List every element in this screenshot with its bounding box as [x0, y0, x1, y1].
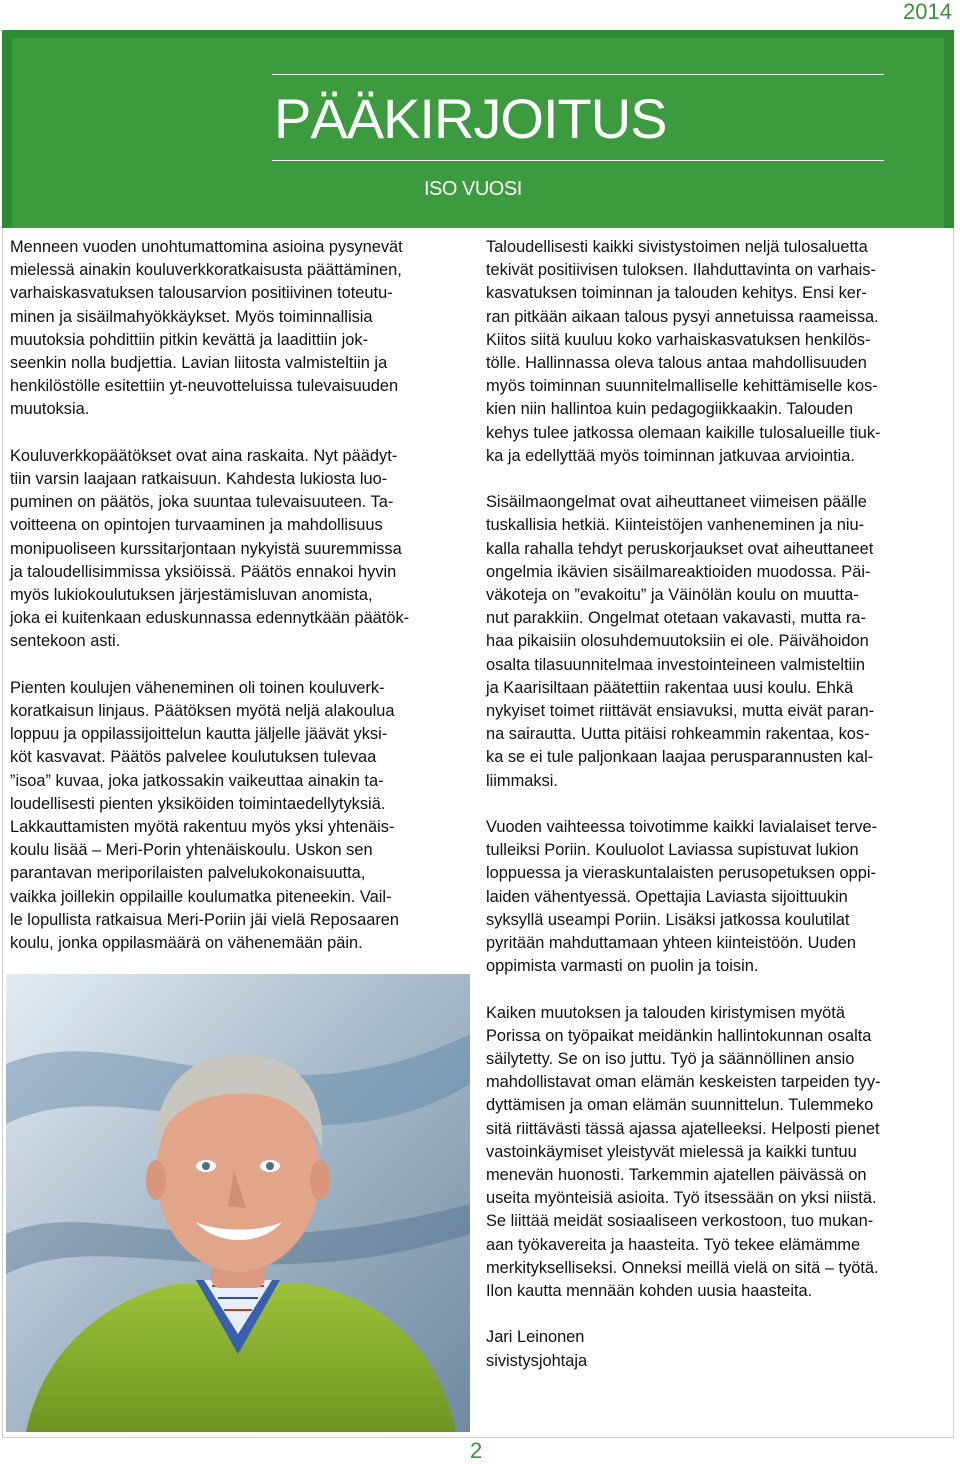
signature: Jari Leinonen sivistysjohtaja [486, 1328, 588, 1370]
year-label: 2014 [903, 0, 952, 24]
paragraph: Kaiken muutoksen ja talouden kiristymisen myötä Porissa on työpaikat meidänkin hallintokunnan osalta säilytetty. Se on iso juttu. Työ ja säännöllinen ansio mahdollistavat oman elämän keskeisten tarpeiden tyy- dyttämisen ja oman elämän suunnittelun. Tulemmeko sitä riittävästi tässä ajassa ajatelleeksi. Helposti pienet vastoinkäymiset yleistyvät mielessä ja kaikki tuntuu menevän huonosti. Tarkemmin ajatellen päivässä on useita myönteisiä asioita. Työ itsessään on yksi niistä. Se liittää meidät sosiaaliseen verkostoon, tuo mukan- aan työkavereita ja haasteita. Työ tekee elämämme merkitykselliseksi. Onneksi meillä vielä on sitä – työtä. Ilon kautta mennään kohden uusia haasteita. [486, 1003, 881, 1301]
header-rule-bottom [272, 160, 884, 161]
paragraph: Vuoden vaihteessa toivotimme kaikki lavialaiset terve- tulleiksi Poriin. Kouluolot Laviassa supistuvat lukion loppuessa ja vieraskuntalaisten perusopetuksen oppi- laiden vähentyessä. Opettajia Laviasta sijoittuukin syksyllä useampi Poriin. Lisäksi jatkossa koulutilat pyritään mahduttamaan yhteen kiinteistöön. Uuden oppimista varmasti on puolin ja toisin. [486, 818, 878, 976]
paragraph: Sisäilmaongelmat ovat aiheuttaneet viimeisen päälle tuskallisia hetkiä. Kiinteistöjen vanheneminen ja niu- kalla rahalla tehdyt peruskorjaukset ovat aiheuttaneet ongelmia ikävien sisäilmareaktioiden muodossa. Päi- väkoteja on ”evakoitu” ja Väinölän koulu on muutta- nut parakkiin. Ongelmat otetaan vakavasti, mutta ra- haa pikaisiin olosuhdemuutoksiin ei ole. Päivähoidon osalta tilasuunnitelmaa investointeineen valmisteltiin ja Kaarisiltaan päätettiin rakentaa uusi koulu. Ehkä nykyiset toimet riittävät ensiavuksi, mutta eivät paran- na sairautta. Uutta pitäisi rohkeammin rakentaa, kos- ka se ei tule paljonkaan laajaa perusparannusten kal- liimmaksi. [486, 493, 875, 790]
page-subtitle: ISO VUOSI [424, 178, 522, 200]
paragraph: Taloudellisesti kaikki sivistystoimen neljä tulosaluetta tekivät positiivisen tuloksen. Ilahduttavinta on varhais- kasvatuksen toiminnan ja talouden kehitys. Ensi ker- ran pitkään aikaan talous pysyi annetuissa raameissa. Kiitos siitä kuuluu koko varhaiskasvatuksen henkilös- tölle. Hallinnassa oleva talous antaa mahdollisuuden myös toiminnan suunnitelmalliselle kehittämiselle kos- kien niin hallintoa kuin pedagogiikkaakin. Talouden kehys tulee jatkossa olemaan kaikille tulosalueille tiuk- ka ja edellyttää myös toiminnan jatkuvaa arviointia. [486, 238, 881, 465]
paragraph: Kouluverkkopäätökset ovat aina raskaita. Nyt päädyt- tiin varsin laajaan ratkaisuun. Kahdesta lukiosta luo- puminen on päätös, joka suuntaa tulevaisuuteen. Ta- voitteena on opintojen turvaaminen ja mahdollisuus monipuoliseen kurssitarjontaan nykyistä suuremmissa ja taloudellisimmissa yksiöissä. Päätös ennakoi hyvin myös lukiokoulutuksen järjestämisluvan anomista, joka ei kuitenkaan eduskunnassa edennytkään päätök- sentekoon asti. [10, 446, 410, 651]
portrait-photo [6, 974, 470, 1432]
left-column [10, 236, 470, 978]
paragraph: Menneen vuoden unohtumattomina asioina pysynevät mielessä ainakin kouluverkkoratkaisusta päättäminen, varhaiskasvatuksen talousarvion positiivinen toteutu- minen ja sisäilmahyökkäykset. Myös toiminnallisia muutoksia pohdittiin pitkin kevättä ja laadittiin jok- seenkin nolla budjettia. Lavian liitosta valmisteltiin ja henkilöstölle esitettiin yt-neuvotteluissa tulevaisuuden muutoksia. [10, 238, 403, 419]
right-column [486, 236, 954, 1396]
paragraph: Pienten koulujen väheneminen oli toinen kouluverk- koratkaisun linjaus. Päätöksen myötä neljä alakoulua loppuu ja oppilassijoittelun kautta jäljelle jäävät yksi- köt kasvavat. Päätös palvelee koulutuksen tulevaa ”isoa” kuvaa, joka jatkossakin vaikeuttaa ainakin ta- loudellisesti pienten yksiköiden toimintaedellytyksiä. Lakkauttamisten myötä rakentuu myös yksi yhtenäis- koulu lisää – Meri-Porin yhtenäiskoulu. Uskon sen parantavan meriporilaisten palvelukokonaisuutta, vaikka joillekin oppilaille koulumatka piteneekin. Vail- le lopullista ratkaisua Meri-Poriin jäi vielä Reposaaren koulu, jonka oppilasmäärä on vähenemään päin. [10, 678, 400, 953]
portrait-illustration [6, 974, 470, 1432]
page-number: 2 [470, 1438, 483, 1463]
page-title: PÄÄKIRJOITUS [274, 87, 667, 150]
header-rule-top [272, 74, 884, 75]
